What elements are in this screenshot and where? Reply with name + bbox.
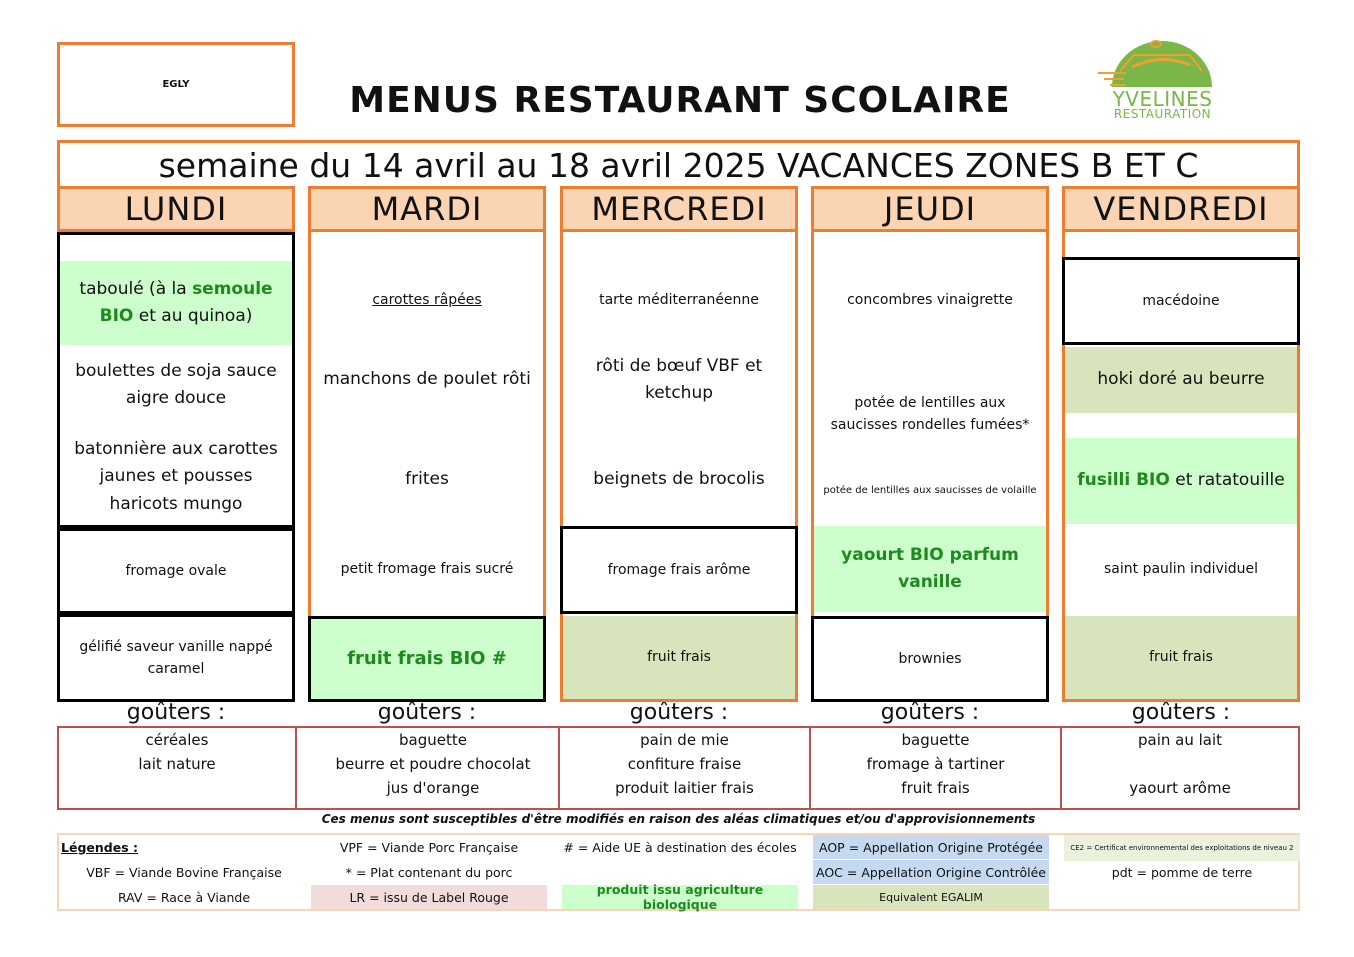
- legend-vpf: VPF = Viande Porc Française: [339, 839, 519, 855]
- logo-subtitle: RESTAURATION: [1113, 107, 1212, 121]
- legend: [57, 833, 1300, 911]
- gouter-item: lait nature: [138, 755, 216, 773]
- disclaimer: Ces menus sont susceptibles d'être modifiés en raison des aléas climatiques et/ou d'approvisionnements: [321, 812, 1036, 826]
- menu-column-mardi: [308, 232, 546, 702]
- legend-aide: # = Aide UE à destination des écoles: [563, 839, 797, 855]
- legend-lr: LR = issu de Label Rouge: [311, 885, 547, 909]
- plat-cell: boulettes de soja sauce aigre douce: [75, 360, 277, 408]
- menu-column-mercredi: [560, 232, 798, 702]
- page-title: MENUS RESTAURANT SCOLAIRE: [349, 79, 1011, 121]
- laitier-cell: saint paulin individuel: [1104, 560, 1258, 577]
- gouter-item: yaourt arôme: [1129, 779, 1231, 797]
- gouter-item: [1062, 752, 1298, 776]
- gouter-item: baguette: [399, 731, 467, 749]
- legend-porc: * = Plat contenant du porc: [345, 864, 513, 880]
- day-header-lundi: LUNDI: [57, 186, 295, 232]
- legend-title: Légendes :: [61, 839, 138, 855]
- dessert-cell: fruit frais: [1065, 616, 1297, 699]
- laitier-cell: fromage frais arôme: [560, 526, 798, 614]
- legend-vbf: VBF = Viande Bovine Française: [86, 864, 282, 880]
- accompagnement-cell: [1065, 438, 1297, 524]
- school-name-box: [57, 42, 295, 127]
- accompagnement-cell: beignets de brocolis: [593, 469, 765, 490]
- gouter-box-lundi: [57, 726, 297, 810]
- gouter-label-mercredi: goûters :: [629, 702, 729, 724]
- gouter-box-vendredi: [1060, 726, 1300, 810]
- entree-cell: concombres vinaigrette: [847, 291, 1013, 308]
- dessert-cell: gélifié saveur vanille nappé caramel: [57, 614, 295, 702]
- cloche-icon: [1090, 35, 1235, 95]
- entree-cell: [60, 261, 292, 345]
- gouter-item: fromage à tartiner: [866, 755, 1005, 773]
- legend-ce2: CE2 = Certificat environnemental des exploitations de niveau 2: [1064, 835, 1300, 861]
- menu-column-jeudi: [811, 232, 1049, 702]
- plat-cell: manchons de poulet rôti: [323, 369, 531, 390]
- dessert-cell: fruit frais BIO #: [308, 616, 546, 702]
- main-course-block: [57, 232, 295, 528]
- school-name: EGLY: [162, 79, 190, 90]
- gouter-item: baguette: [901, 731, 970, 749]
- gouter-item: pain au lait: [1137, 731, 1223, 749]
- gouter-box-mardi: [295, 726, 560, 810]
- entree-cell: macédoine: [1062, 257, 1300, 345]
- menu-column-lundi: [57, 232, 295, 702]
- gouter-box-mercredi: [558, 726, 811, 810]
- gouter-box-jeudi: [809, 726, 1062, 810]
- laitier-cell: fromage ovale: [57, 528, 295, 614]
- legend-bio: produit issu agriculture biologique: [562, 885, 798, 909]
- gouter-item: beurre et poudre chocolat: [335, 755, 531, 773]
- week-banner: semaine du 14 avril au 18 avril 2025 VACANCES ZONES B ET C: [57, 140, 1300, 188]
- plat-cell: potée de lentilles aux saucisses rondelles fumées*: [830, 394, 1030, 433]
- gouter-label-lundi: goûters :: [126, 702, 226, 724]
- day-header-mardi: MARDI: [308, 186, 546, 232]
- entree-text: carottes râpées: [372, 291, 482, 308]
- accompagnement-text: fusilli BIO et ratatouille: [1077, 470, 1285, 491]
- gouter-item: céréales: [145, 731, 209, 749]
- legend-rav: RAV = Race à Viande: [117, 889, 251, 905]
- entree-cell: tarte méditerranéenne: [599, 291, 759, 308]
- accompagnement-cell: batonnière aux carottes jaunes et pousses haricots mungo: [74, 439, 278, 514]
- yvelines-restauration-logo: [1090, 35, 1235, 130]
- gouter-item: produit laitier frais: [615, 779, 754, 797]
- day-header-mercredi: MERCREDI: [560, 186, 798, 232]
- gouter-label-jeudi: goûters :: [880, 702, 980, 724]
- legend-pdt: pdt = pomme de terre: [1111, 864, 1253, 880]
- dessert-cell: brownies: [811, 616, 1049, 702]
- menu-column-vendredi: [1062, 232, 1300, 702]
- logo-brand: YVELINES: [1112, 87, 1213, 111]
- day-header-jeudi: JEUDI: [811, 186, 1049, 232]
- gouter-item: pain de mie: [640, 731, 729, 749]
- legend-aop: AOP = Appellation Origine Protégée: [813, 835, 1049, 859]
- gouter-item: confiture fraise: [627, 755, 742, 773]
- plat-alternative-cell: potée de lentilles aux saucisses de volaille: [823, 485, 1037, 496]
- gouter-item: fruit frais: [901, 779, 970, 797]
- plat-cell: rôti de bœuf VBF et ketchup: [595, 355, 763, 403]
- accompagnement-cell: frites: [405, 469, 449, 490]
- gouter-label-vendredi: goûters :: [1131, 702, 1231, 724]
- day-header-vendredi: VENDREDI: [1062, 186, 1300, 232]
- laitier-cell: petit fromage frais sucré: [340, 560, 514, 577]
- legend-aoc: AOC = Appellation Origine Contrôlée: [813, 860, 1049, 884]
- entree-cell: [311, 266, 543, 334]
- legend-egalim: Equivalent EGALIM: [813, 885, 1049, 909]
- gouter-label-mardi: goûters :: [377, 702, 477, 724]
- laitier-cell: yaourt BIO parfum vanille: [814, 526, 1046, 612]
- dessert-cell: fruit frais: [563, 616, 795, 699]
- gouter-item: jus d'orange: [386, 779, 480, 797]
- entree-text: taboulé (à la semoule BIO et au quinoa): [79, 278, 273, 326]
- plat-cell: hoki doré au beurre: [1065, 347, 1297, 413]
